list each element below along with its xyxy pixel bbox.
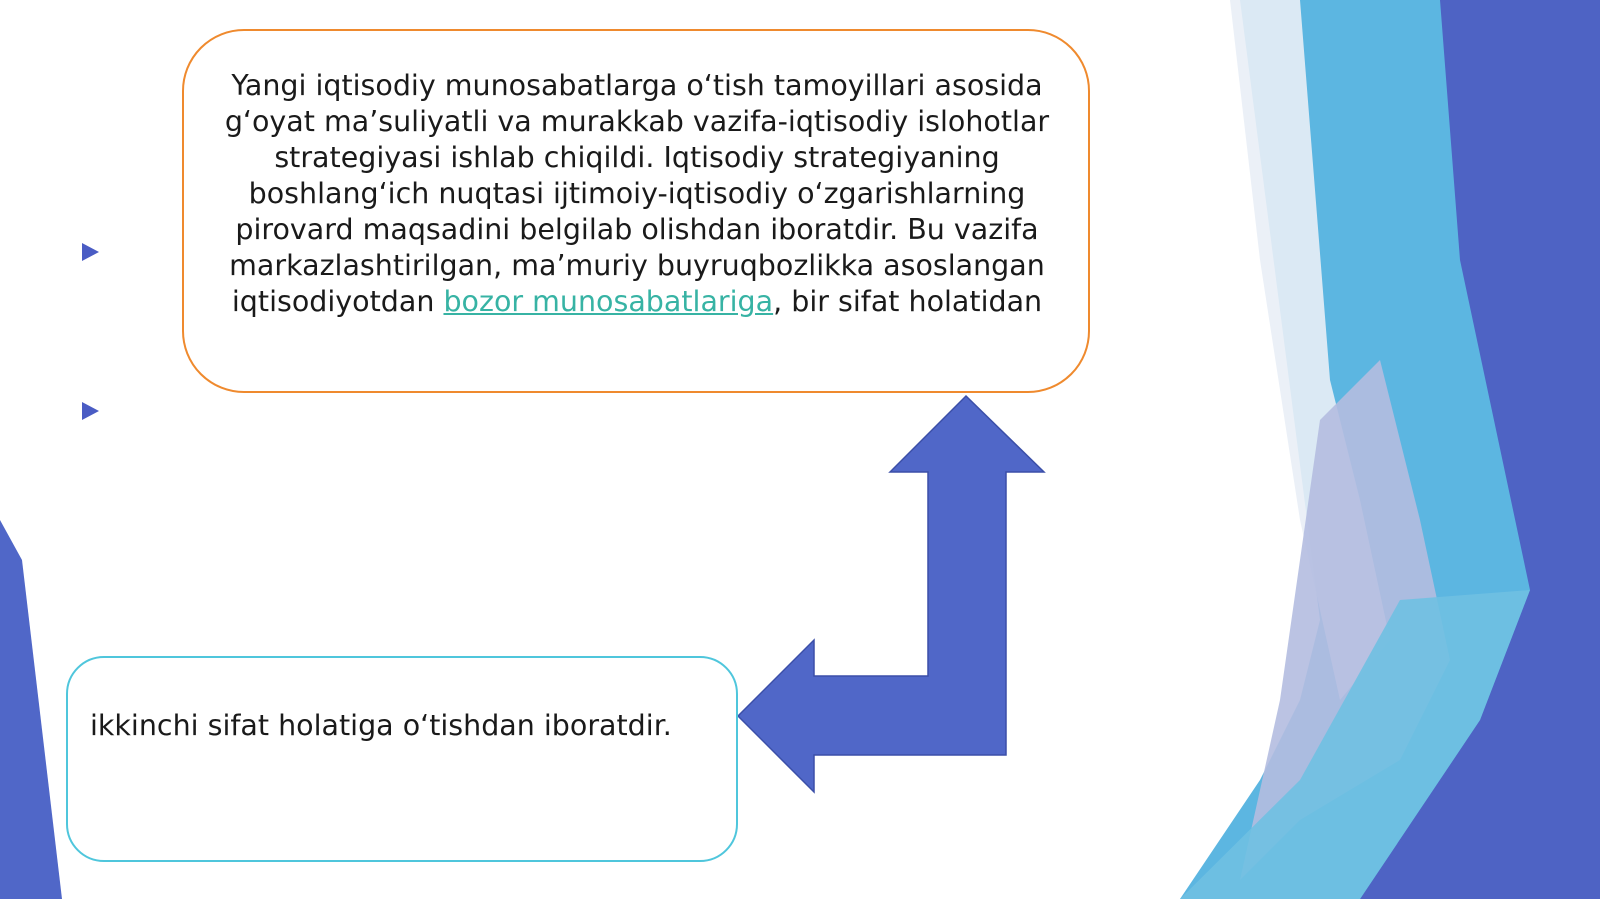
bozor-munosabatlariga-link[interactable]: bozor munosabatlariga: [443, 285, 774, 318]
top-box-text-before: Yangi iqtisodiy munosabatlarga o‘tish tamoyillari asosida g‘oyat ma’suliyatli va murakkab vazifa-iqtisodiy islohotlar strategiyasi ishlab chiqildi. Iqtisodiy strategiyaning boshlang‘ich nuqtasi ijtimoiy-iqtisodiy o‘zgarishlarning pirovard maqsadini belgilab olishdan iboratdir. Bu vazifa markazlashtirilgan, ma’muriy buyruqbozlikka asoslangan iqtisodiyotdan: [224, 69, 1050, 318]
top-box-text-after: , bir sifat holatidan: [773, 285, 1043, 318]
bottom-box-paragraph: ikkinchi sifat holatiga o‘tishdan iboratdir.: [90, 709, 672, 742]
bent-arrow-shape: [738, 396, 1044, 792]
bottom-text-box: [66, 656, 738, 862]
